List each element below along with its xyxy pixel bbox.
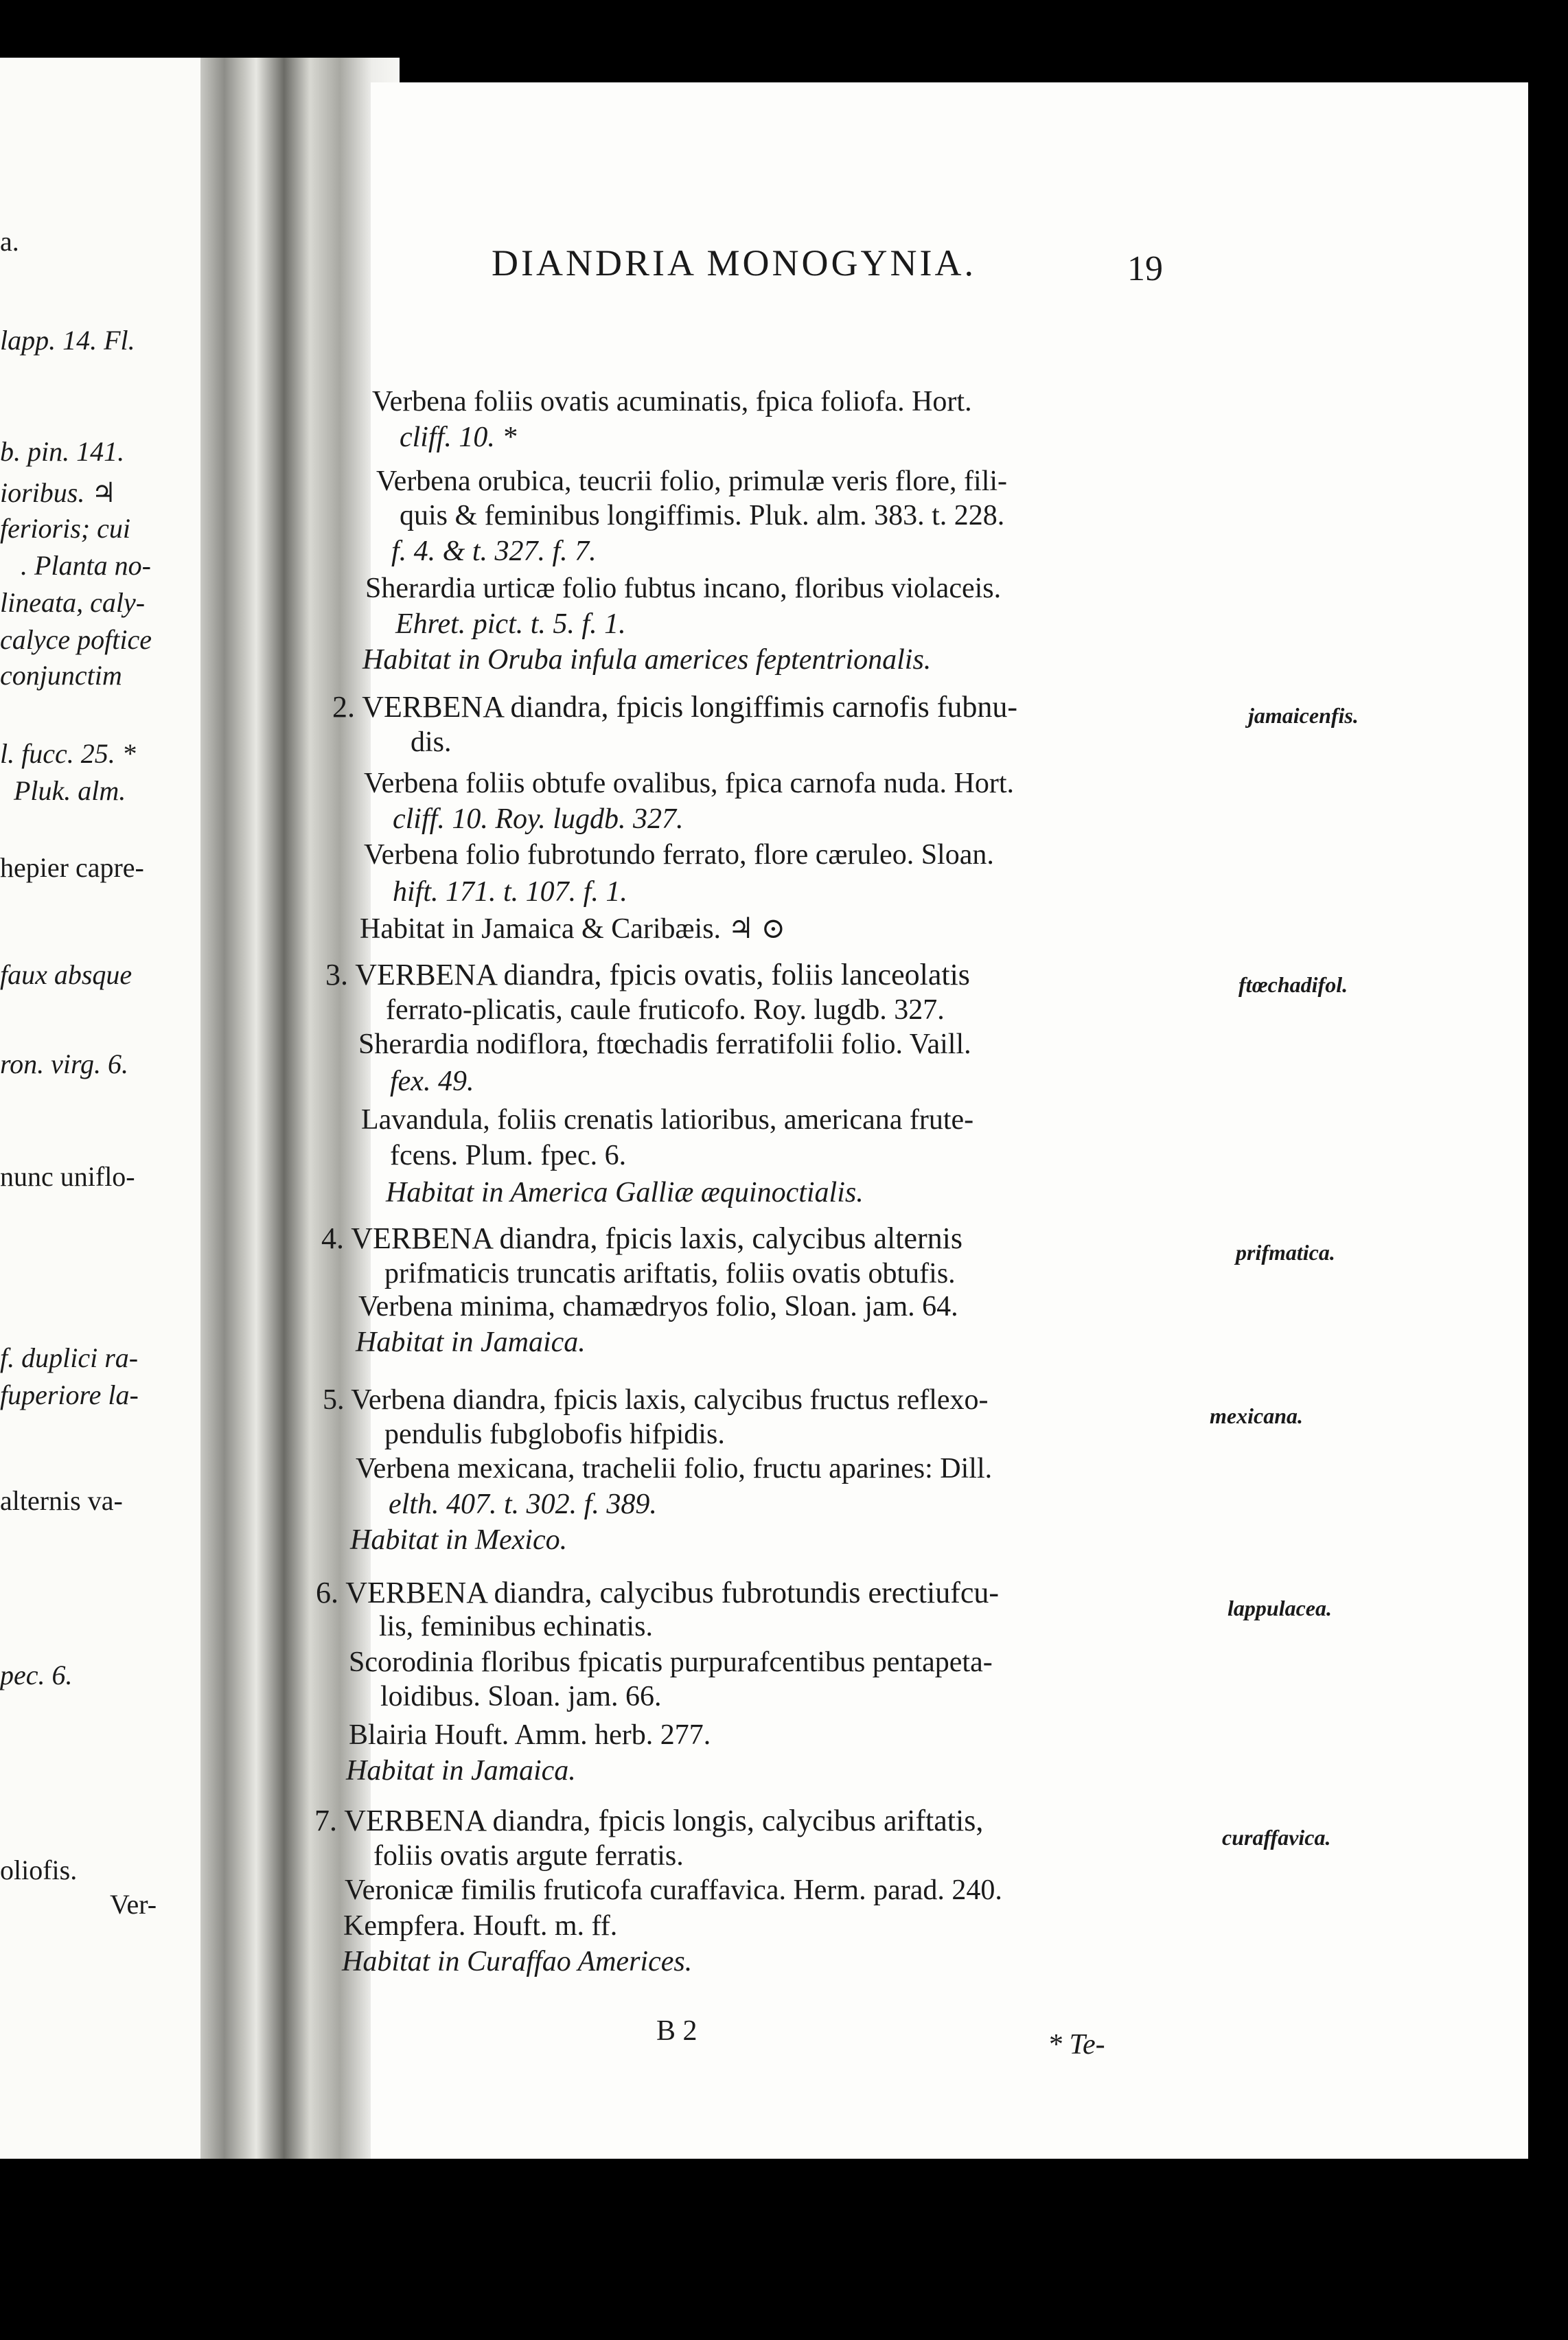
left-fragment: calyce poftice — [0, 624, 152, 655]
left-fragment: f. duplici ra- — [0, 1342, 139, 1373]
text-line: Habitat in Jamaica. — [346, 1755, 576, 1787]
left-fragment: lineata, caly- — [0, 587, 146, 618]
right-page — [314, 82, 1528, 2159]
text-line: Habitat in Oruba infula americes feptentrionalis. — [362, 644, 932, 676]
text-line: Habitat in Mexico. — [350, 1524, 568, 1556]
margin-species-name: ftœchadifol. — [1238, 972, 1348, 997]
text-line: elth. 407. t. 302. f. 389. — [389, 1489, 657, 1520]
text-line: 4. VERBENA diandra, fpicis laxis, calycibus alternis — [321, 1221, 963, 1255]
text-line: quis & feminibus longiffimis. Pluk. alm. 383. t. 228. — [400, 500, 1005, 531]
left-fragment: lapp. 14. Fl. — [0, 325, 135, 356]
text-line: 6. VERBENA diandra, calycibus fubrotundis erectiufcu- — [316, 1576, 1000, 1609]
page-number: 19 — [1127, 249, 1163, 288]
text-line: Verbena minima, chamædryos folio, Sloan. jam. 64. — [358, 1291, 958, 1322]
left-fragment: oliofis. — [0, 1855, 78, 1885]
margin-species-name: prifmatica. — [1236, 1240, 1335, 1265]
text-line: Habitat in Jamaica & Caribæis. ♃ ⊙ — [360, 913, 785, 945]
signature-mark: B 2 — [656, 2015, 697, 2047]
text-line: Verbena folio fubrotundo ferrato, flore cæruleo. Sloan. — [364, 839, 994, 871]
text-line: Verbena orubica, teucrii folio, primulæ veris flore, fili- — [376, 466, 1008, 497]
left-fragment: Pluk. alm. — [14, 775, 126, 806]
text-line: Sherardia nodiflora, ftœchadis ferratifolii folio. Vaill. — [358, 1029, 971, 1060]
text-line: Sherardia urticæ folio fubtus incano, floribus violaceis. — [365, 573, 1002, 604]
text-line: cliff. 10. * — [400, 422, 517, 453]
left-fragment: b. pin. 141. — [0, 436, 125, 467]
text-line: prifmaticis truncatis ariftatis, foliis ovatis obtufis. — [384, 1258, 956, 1289]
text-line: ferrato-plicatis, caule fruticofo. Roy. lugdb. 327. — [386, 994, 945, 1026]
left-fragment: nunc uniflo- — [0, 1161, 135, 1192]
text-line: 2. VERBENA diandra, fpicis longiffimis carnofis fubnu- — [332, 690, 1018, 724]
text-line: Kempfera. Houft. m. ff. — [343, 1910, 618, 1942]
left-fragment: . Planta no- — [21, 550, 151, 581]
text-line: loidibus. Sloan. jam. 66. — [380, 1681, 662, 1712]
text-line: Verbena mexicana, trachelii folio, fructu aparines: Dill. — [356, 1453, 993, 1484]
text-line: Scorodinia floribus fpicatis purpurafcentibus pentapeta- — [349, 1647, 993, 1678]
text-line: fcens. Plum. fpec. 6. — [390, 1140, 627, 1171]
text-line: Habitat in Jamaica. — [356, 1327, 586, 1358]
text-line: Habitat in America Galliæ æquinoctialis. — [386, 1177, 864, 1208]
left-fragment: hepier capre- — [0, 852, 144, 883]
left-fragment: alternis va- — [0, 1485, 123, 1516]
text-line: 3. VERBENA diandra, fpicis ovatis, foliis lanceolatis — [325, 958, 970, 991]
left-fragment: ron. virg. 6. — [0, 1048, 129, 1079]
margin-species-name: curaffavica. — [1222, 1825, 1331, 1850]
text-line: fex. 49. — [390, 1066, 474, 1097]
text-line: f. 4. & t. 327. f. 7. — [391, 536, 597, 567]
text-line: pendulis fubglobofis hifpidis. — [384, 1419, 725, 1450]
text-line: cliff. 10. Roy. lugdb. 327. — [393, 803, 684, 835]
text-line: hift. 171. t. 107. f. 1. — [393, 876, 627, 908]
left-fragment: a. — [0, 226, 19, 257]
left-fragment: l. fucc. 25. * — [0, 738, 136, 769]
text-line: Blairia Houft. Amm. herb. 277. — [349, 1719, 711, 1751]
text-line: Verbena foliis ovatis acuminatis, fpica foliofa. Hort. — [372, 386, 972, 417]
text-line: Habitat in Curaffao Americes. — [342, 1946, 693, 1977]
text-line: Veronicæ fimilis fruticofa curaffavica. Herm. parad. 240. — [345, 1874, 1002, 1906]
text-line: Ehret. pict. t. 5. f. 1. — [395, 608, 626, 640]
left-fragment: ferioris; cui — [0, 513, 130, 544]
text-line: 5. Verbena diandra, fpicis laxis, calycibus fructus reflexo- — [323, 1384, 989, 1416]
catchword: * Te- — [1048, 2029, 1105, 2061]
margin-species-name: mexicana. — [1210, 1403, 1303, 1428]
left-facing-page — [0, 58, 220, 2159]
text-line: Lavandula, foliis crenatis latioribus, americana frute- — [361, 1104, 974, 1136]
left-fragment: ioribus. ♃ — [0, 477, 117, 508]
left-fragment: Ver- — [110, 1889, 157, 1920]
margin-species-name: jamaicenfis. — [1248, 703, 1359, 728]
text-line: dis. — [411, 726, 452, 758]
page-running-title: DIANDRIA MONOGYNIA. — [492, 242, 976, 284]
left-fragment: pec. 6. — [0, 1660, 73, 1690]
text-line: foliis ovatis argute ferratis. — [373, 1840, 684, 1872]
text-line: Verbena foliis obtufe ovalibus, fpica carnofa nuda. Hort. — [364, 768, 1015, 799]
left-fragment: fuperiore la- — [0, 1379, 139, 1410]
left-fragment: faux absque — [0, 959, 132, 990]
text-line: 7. VERBENA diandra, fpicis longis, calycibus ariftatis, — [314, 1804, 984, 1837]
text-line: lis, feminibus echinatis. — [379, 1611, 653, 1642]
left-fragment: conjunctim — [0, 660, 122, 691]
margin-species-name: lappulacea. — [1227, 1596, 1332, 1620]
